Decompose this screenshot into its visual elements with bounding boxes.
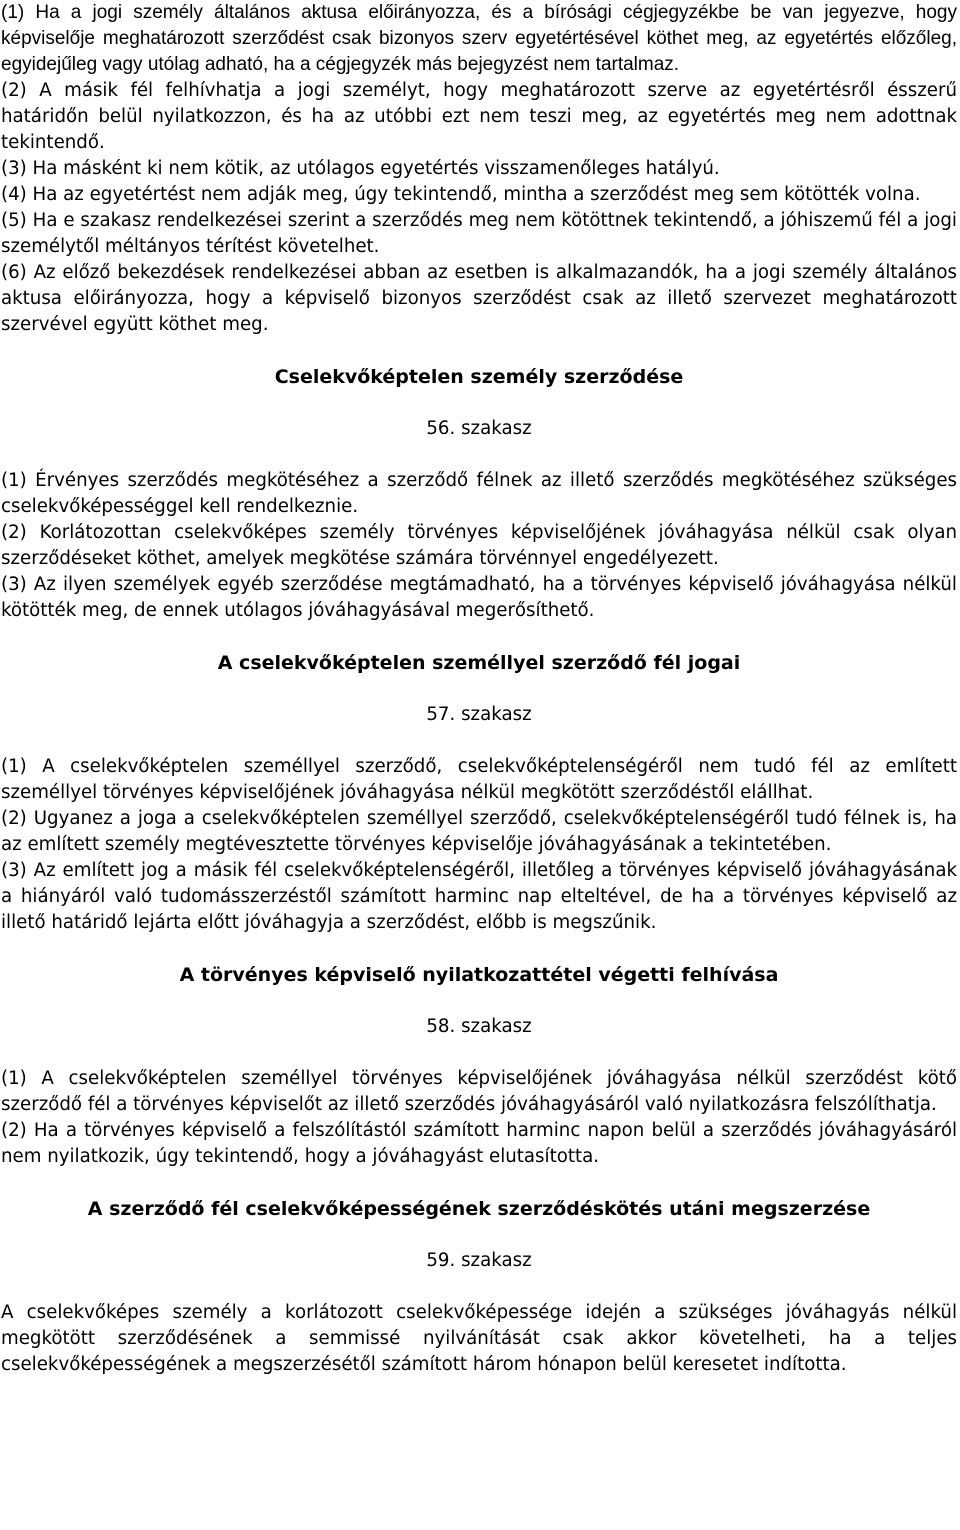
paragraph-56-2: (2) Korlátozottan cselekvőképes személy törvényes képviselőjének jóváhagyása nélkül csak olyan szerződéseket köthet, amelyek megkötése számára törvénnyel engedélyezett. [1, 522, 957, 569]
paragraph-55-6: (6) Az előző bekezdések rendelkezései abban az esetben is alkalmazandók, ha a jogi személy általános aktusa előirányozza, hogy a képviselő bizonyos szerződést csak az illető szervezet meghatározott szervével együtt köthet meg. [1, 262, 957, 335]
paragraph-55-3: (3) Ha másként ki nem kötik, az utólagos egyetértés visszamenőleges hatályú. [1, 158, 720, 179]
heading-56: Cselekvőképtelen személy szerződése [274, 366, 684, 388]
paragraph-55-2: (2) A másik fél felhívhatja a jogi személyt, hogy meghatározott szerve az egyetértésről ésszerű határidőn belül nyilatkozzon, és ha az utóbbi ezt nem teszi meg, az egyetértés meg nem adottnak tekintendő. [1, 80, 957, 153]
paragraph-59: A cselekvőképes személy a korlátozott cselekvőképessége idején a szükséges jóváhagyás nélkül megkötött szerződésének a semmissé nyilvánítását csak akkor követelheti, ha a teljes cselekvőképességének a megszerzésétől számított három hónapon belül keresetet indította. [1, 1302, 957, 1375]
paragraph-55-4: (4) Ha az egyetértést nem adják meg, úgy tekintendő, mintha a szerződést meg sem kötötték volna. [1, 184, 921, 205]
paragraph-55-5: (5) Ha e szakasz rendelkezései szerint a szerződés meg nem kötöttnek tekintendő, a jóhiszemű fél a jogi személytől méltányos térítést követelhet. [1, 210, 957, 257]
heading-58: A törvényes képviselő nyilatkozattétel végetti felhívása [179, 964, 779, 986]
paragraph-55-1: (1) Ha a jogi személy általános aktusa előirányozza, és a bírósági cégjegyzékbe be van jegyezve, hogy képviselője meghatározott szerződést csak bizonyos szerv egyetértésével köthet meg, az egyetértés előzőleg, egyidejűleg vagy utólag adható, ha a cégjegyzék más bejegyzést nem tartalmaz. [1, 2, 957, 75]
paragraph-57-3: (3) Az említett jog a másik fél cselekvőképtelenségéről, illetőleg a törvényes képviselő jóváhagyásának a hiányáról való tudomásszerzéstől számított harminc nap elteltével, de ha a törvényes képviselő az illető határidő lejárta előtt jóváhagyja a szerződést, előbb is megszűnik. [1, 860, 957, 933]
paragraph-57-1: (1) A cselekvőképtelen személlyel szerződő, cselekvőképtelenségéről nem tudó fél az említett személlyel törvényes képviselőjének jóváhagyása nélkül megkötött szerződéstől elállhat. [1, 756, 957, 803]
paragraph-56-1: (1) Érvényes szerződés megkötéséhez a szerződő félnek az illető szerződés megkötéséhez szükséges cselekvőképességgel kell rendelkeznie. [1, 470, 957, 517]
section-number-56: 56. szakasz [426, 418, 532, 439]
section-number-58: 58. szakasz [426, 1016, 532, 1037]
heading-57: A cselekvőképtelen személlyel szerződő fél jogai [217, 652, 741, 674]
heading-59: A szerződő fél cselekvőképességének szerződéskötés utáni megszerzése [87, 1198, 871, 1220]
section-number-59: 59. szakasz [426, 1250, 532, 1271]
paragraph-58-2: (2) Ha a törvényes képviselő a felszólítástól számított harminc napon belül a szerződés jóváhagyásáról nem nyilatkozik, úgy tekintendő, hogy a jóváhagyást elutasította. [1, 1120, 957, 1167]
paragraph-56-3: (3) Az ilyen személyek egyéb szerződése megtámadható, ha a törvényes képviselő jóváhagyása nélkül kötötték meg, de ennek utólagos jóváhagyásával megerősíthető. [1, 574, 957, 621]
paragraph-58-1: (1) A cselekvőképtelen személlyel törvényes képviselőjének jóváhagyása nélkül szerződést kötő szerződő fél a törvényes képviselőt az illető szerződés jóváhagyásáról való nyilatkozásra felszólíthatja. [1, 1068, 957, 1115]
section-number-57: 57. szakasz [426, 704, 532, 725]
paragraph-57-2: (2) Ugyanez a joga a cselekvőképtelen személlyel szerződő, cselekvőképtelenségéről tudó félnek is, ha az említett személy megtévesztette törvényes képviselője jóváhagyásának a tekintetében. [1, 808, 957, 855]
